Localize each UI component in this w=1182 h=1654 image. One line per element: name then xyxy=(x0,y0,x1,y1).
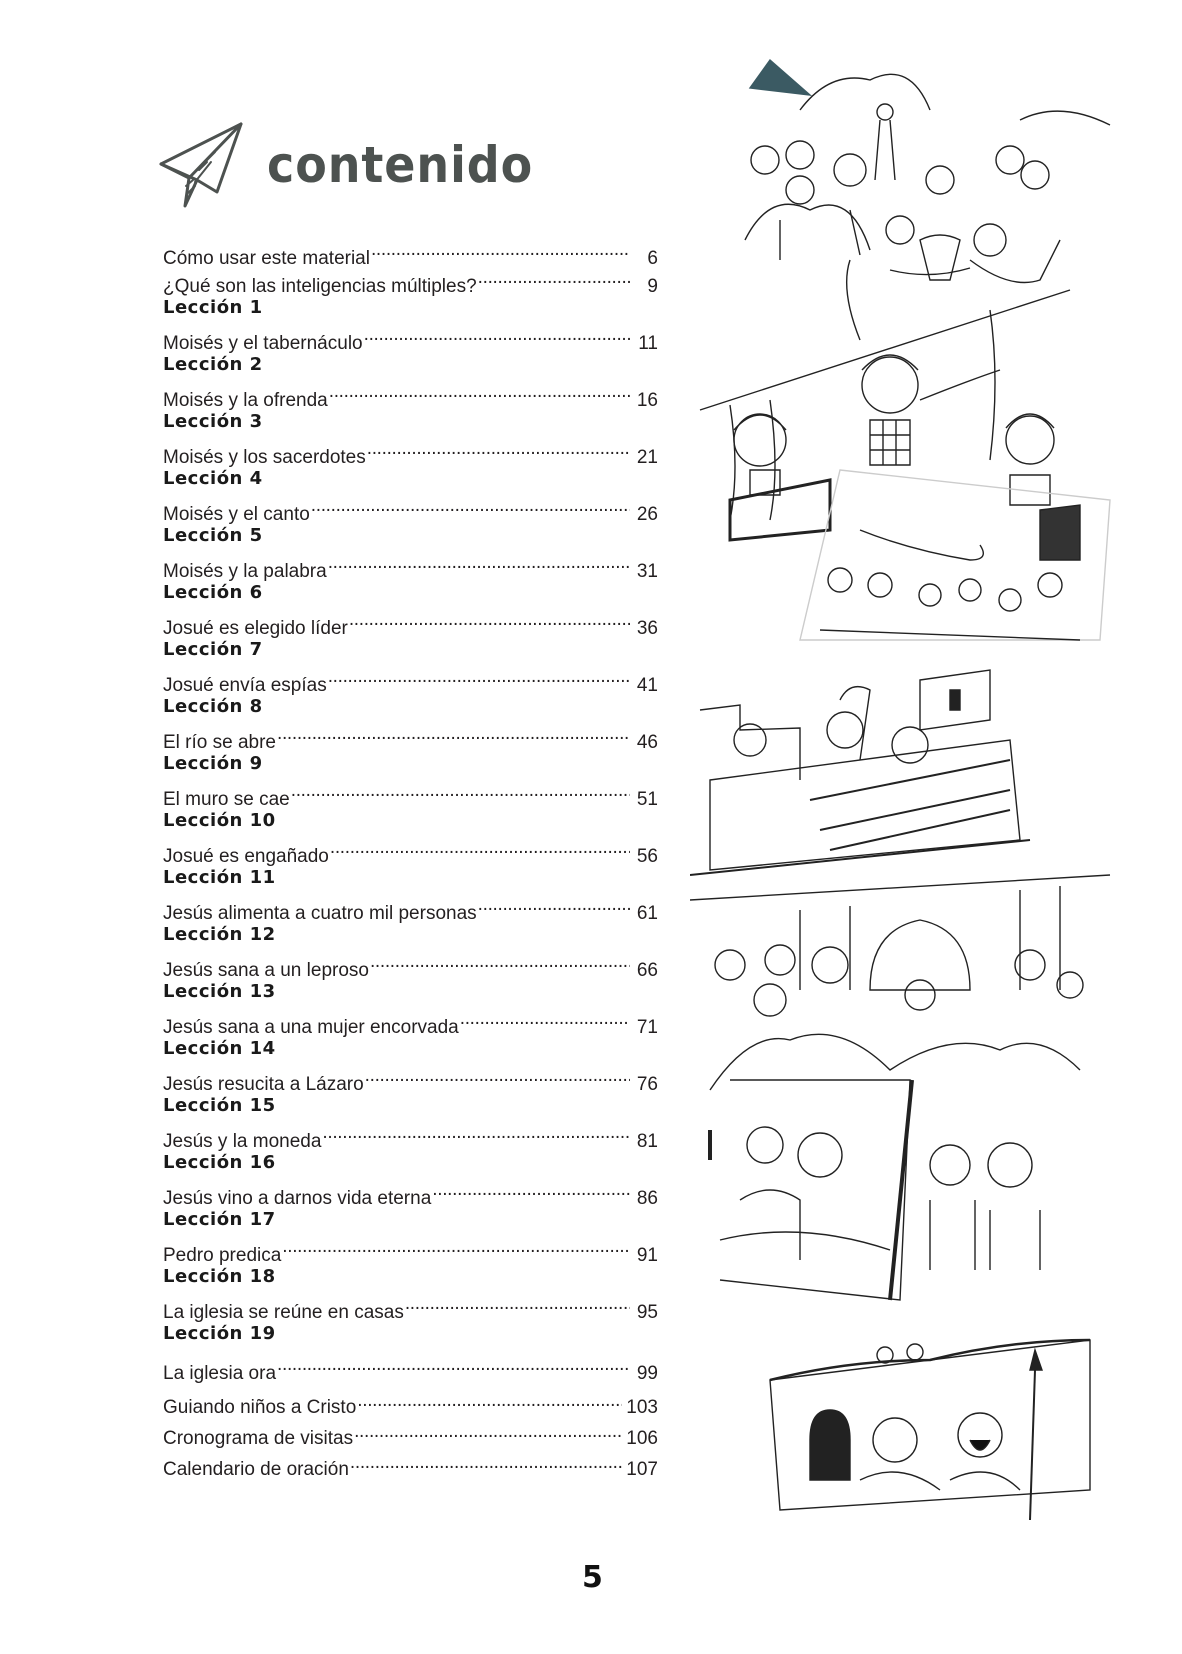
lesson-block xyxy=(163,520,658,582)
lesson-heading: Lección 18 xyxy=(163,1266,276,1287)
toc-entry[interactable] xyxy=(163,663,658,696)
entry-label: Jesús sana a un leproso xyxy=(163,960,369,981)
entry-page: 76 xyxy=(636,1074,658,1095)
entry-page: 107 xyxy=(626,1459,658,1480)
entry-label: La iglesia ora xyxy=(163,1363,277,1384)
toc-entry[interactable] xyxy=(163,1290,658,1323)
toc-entry[interactable] xyxy=(163,492,658,525)
entry-label: Josué es elegido líder xyxy=(163,618,348,639)
wall-soldiers-illustration xyxy=(770,1340,1090,1520)
dot-leader xyxy=(282,1233,630,1261)
crowd-hand-illustration xyxy=(800,470,1110,640)
entry-page: 36 xyxy=(636,618,658,639)
entry-label: El río se abre xyxy=(163,732,276,753)
children-praying-illustration xyxy=(720,1080,1040,1300)
toc-entry[interactable] xyxy=(163,720,658,753)
entry-page: 21 xyxy=(636,447,658,468)
dot-leader xyxy=(322,1119,630,1147)
entry-label: Jesús sana a una mujer encorvada xyxy=(163,1017,459,1038)
lesson-heading: Lección 10 xyxy=(163,810,276,831)
lesson-block xyxy=(163,1318,658,1384)
lesson-block xyxy=(163,691,658,753)
entry-label: Moisés y los sacerdotes xyxy=(163,447,366,468)
entry-page: 99 xyxy=(636,1363,658,1384)
toc-entry[interactable] xyxy=(163,1119,658,1152)
lesson-heading: Lección 2 xyxy=(163,354,263,375)
lesson-heading: Lección 11 xyxy=(163,867,276,888)
page-title: contenido xyxy=(267,136,534,194)
illustration-collage xyxy=(690,40,1120,1540)
entry-page: 46 xyxy=(636,732,658,753)
lesson-block xyxy=(163,976,658,1038)
entry-label: Pedro predica xyxy=(163,1245,282,1266)
dot-leader xyxy=(357,1385,622,1413)
dot-leader xyxy=(460,1005,630,1033)
entry-page: 95 xyxy=(636,1302,658,1323)
rahab-spies-roof-illustration xyxy=(690,670,1030,875)
lesson-block xyxy=(163,805,658,867)
entry-label: Moisés y la palabra xyxy=(163,561,327,582)
dot-leader xyxy=(371,236,630,264)
entry-label: Jesús vino a darnos vida eterna xyxy=(163,1188,432,1209)
temple-crowd-illustration xyxy=(690,875,1110,1160)
dot-leader xyxy=(277,720,630,748)
dot-leader xyxy=(367,435,630,463)
lesson-heading: Lección 8 xyxy=(163,696,263,717)
entry-page: 81 xyxy=(636,1131,658,1152)
entry-page: 61 xyxy=(636,903,658,924)
dot-leader xyxy=(330,834,630,862)
entry-label: Jesús y la moneda xyxy=(163,1131,322,1152)
entry-label: Calendario de oración xyxy=(163,1459,349,1480)
dot-leader xyxy=(311,492,630,520)
feeding-crowd-illustration xyxy=(745,60,1110,283)
entry-page: 103 xyxy=(626,1397,658,1418)
lesson-block xyxy=(163,406,658,468)
entry-label: Josué es engañado xyxy=(163,846,329,867)
entry-page: 91 xyxy=(636,1245,658,1266)
toc-entry[interactable] xyxy=(163,236,658,269)
toc-entry[interactable] xyxy=(163,948,658,981)
lesson-heading: Lección 12 xyxy=(163,924,276,945)
lesson-heading: Lección 9 xyxy=(163,753,263,774)
dot-leader xyxy=(328,663,630,691)
lesson-block xyxy=(163,577,658,639)
entry-label: Guiando niños a Cristo xyxy=(163,1397,357,1418)
entry-label: Jesús alimenta a cuatro mil personas xyxy=(163,903,477,924)
lesson-block xyxy=(163,349,658,411)
toc-entry[interactable] xyxy=(163,435,658,468)
page-number: 5 xyxy=(582,1560,603,1595)
entry-label: La iglesia se reúne en casas xyxy=(163,1302,404,1323)
entry-label: Cómo usar este material xyxy=(163,248,370,269)
lesson-heading: Lección 5 xyxy=(163,525,263,546)
entry-page: 86 xyxy=(636,1188,658,1209)
entry-page: 41 xyxy=(636,675,658,696)
toc-header xyxy=(155,118,555,218)
dot-leader xyxy=(432,1176,630,1204)
toc-entry[interactable] xyxy=(163,891,658,924)
entry-label: El muro se cae xyxy=(163,789,290,810)
lesson-block xyxy=(163,748,658,810)
lesson-heading: Lección 4 xyxy=(163,468,263,489)
lesson-block xyxy=(163,1261,658,1323)
toc-entry[interactable] xyxy=(163,1176,658,1209)
lesson-heading: Lección 19 xyxy=(163,1323,276,1344)
lesson-heading: Lección 1 xyxy=(163,297,263,318)
entry-label: Moisés y la ofrenda xyxy=(163,390,328,411)
priests-tabernacle-illustration xyxy=(700,260,1070,540)
dot-leader xyxy=(291,777,630,805)
dot-leader xyxy=(329,378,630,406)
entry-page: 26 xyxy=(636,504,658,525)
lesson-heading: Lección 16 xyxy=(163,1152,276,1173)
paper-airplane-icon xyxy=(155,122,247,212)
entry-label: Cronograma de visitas xyxy=(163,1428,354,1449)
dot-leader xyxy=(350,1447,622,1475)
toc-entry[interactable] xyxy=(163,777,658,810)
toc-entry[interactable] xyxy=(163,321,658,354)
entry-label: Jesús resucita a Lázaro xyxy=(163,1074,364,1095)
entry-label: Moisés y el tabernáculo xyxy=(163,333,363,354)
dot-leader xyxy=(364,321,630,349)
entry-label: Moisés y el canto xyxy=(163,504,310,525)
lessons-list xyxy=(163,292,658,1384)
toc-entry[interactable] xyxy=(163,1351,658,1384)
lesson-heading: Lección 6 xyxy=(163,582,263,603)
dot-leader xyxy=(277,1351,630,1379)
lesson-heading: Lección 14 xyxy=(163,1038,276,1059)
toc-entry[interactable] xyxy=(163,1062,658,1095)
dot-leader xyxy=(478,264,630,292)
lesson-heading: Lección 7 xyxy=(163,639,263,660)
entry-page: 16 xyxy=(636,390,658,411)
lesson-heading: Lección 3 xyxy=(163,411,263,432)
lesson-block xyxy=(163,862,658,924)
entry-page: 106 xyxy=(626,1428,658,1449)
entry-page: 51 xyxy=(636,789,658,810)
toc-entry[interactable] xyxy=(163,1385,658,1416)
lesson-heading: Lección 13 xyxy=(163,981,276,1002)
lesson-heading: Lección 15 xyxy=(163,1095,276,1116)
dot-leader xyxy=(328,549,630,577)
entry-page: 56 xyxy=(636,846,658,867)
entry-page: 6 xyxy=(647,248,658,269)
dot-leader xyxy=(365,1062,630,1090)
lesson-block xyxy=(163,634,658,696)
entry-page: 9 xyxy=(647,276,658,297)
entry-page: 11 xyxy=(638,333,658,354)
toc-entry[interactable] xyxy=(163,378,658,411)
dot-leader xyxy=(354,1416,622,1444)
table-of-contents xyxy=(163,236,658,1478)
dot-leader xyxy=(349,606,630,634)
dot-leader xyxy=(405,1290,630,1318)
toc-entry[interactable] xyxy=(163,1233,658,1266)
entry-label: ¿Qué son las inteligencias múltiples? xyxy=(163,276,477,297)
lesson-block xyxy=(163,463,658,525)
entry-label: Josué envía espías xyxy=(163,675,327,696)
entry-page: 31 xyxy=(636,561,658,582)
toc-entry[interactable] xyxy=(163,834,658,867)
toc-entry[interactable] xyxy=(163,606,658,639)
entry-page: 71 xyxy=(636,1017,658,1038)
toc-entry[interactable] xyxy=(163,1005,658,1038)
toc-entry[interactable] xyxy=(163,549,658,582)
lesson-block xyxy=(163,1090,658,1152)
dot-leader xyxy=(370,948,630,976)
lesson-block xyxy=(163,1147,658,1209)
lesson-heading: Lección 17 xyxy=(163,1209,276,1230)
entry-page: 66 xyxy=(636,960,658,981)
dot-leader xyxy=(478,891,630,919)
